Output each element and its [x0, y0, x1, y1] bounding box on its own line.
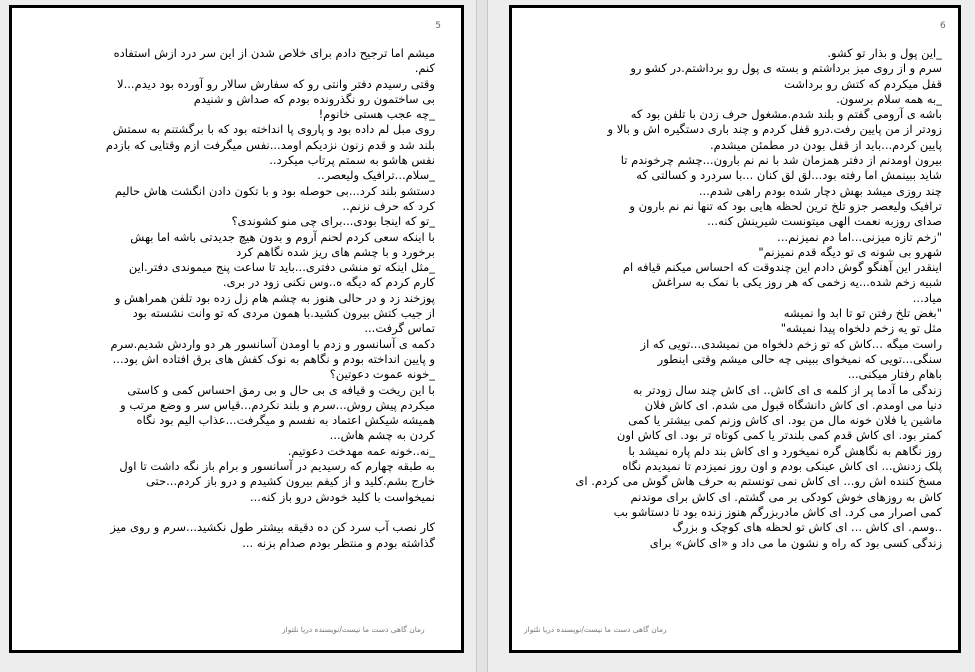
text-line: کرد که حرف نزنم..	[342, 198, 435, 213]
text-line: مثل تو یه زخم دلخواه پیدا نمیشه"	[780, 321, 942, 336]
text-line: کنم.	[414, 61, 435, 76]
text-line: زودتر از من پایین رفت.درو قفل کردم و چند باری دستگیره اش و بالا و	[607, 122, 942, 137]
text-line: _خونه عموت دعوتین؟	[329, 367, 435, 382]
text-line	[24, 505, 435, 520]
text-line: "بغض تلخ رفتن تو تا ابد وا نمیشه	[783, 306, 942, 321]
text-line: زندگی کسی بود که راه و نشون ما می داد و «ای کاش» برای	[649, 535, 942, 550]
page-gutter	[476, 0, 488, 672]
text-line: شهرو بی شونه ی تو دیگه قدم نمیزنم"	[758, 244, 942, 259]
text-line: کردن به چشم هاش...	[329, 428, 435, 443]
page-6	[509, 5, 961, 653]
page-number: 5	[435, 21, 441, 31]
text-line: قفل میکردم که کتش رو برداشت	[783, 76, 942, 91]
text-line: کمتر بود. ای کاش قدم کمی بلندتر یا کمی کوتاه تر بود. ای کاش اون	[616, 428, 942, 443]
text-line: راست میگه ...کاش که تو زخم دلخواه من نمیشدی...تویی که از	[640, 336, 942, 351]
text-line: سنگی...تویی که نمیخوای ببینی چه حالی میشم وقتی اینطور	[657, 351, 942, 366]
text-line: به طبقه چهارم که رسیدیم در آسانسور و برام باز نگه داشت تا اول	[119, 459, 435, 474]
text-line: روز نگاهم به نگاهش گره نمیخورد و ای کاش بند دلم پاره نمیشد با	[628, 443, 942, 458]
text-line: پلک زدنش... ای کاش عینکی بودم و اون روز نمیزدم تا نمیدیدم نگاه	[622, 459, 942, 474]
text-line: خارج بشم.کلید و از کیفم بیرون کشیدم و درو باز کردم...حتی	[145, 474, 435, 489]
text-line: _به همه سلام برسون.	[836, 91, 942, 106]
text-line: _سلام...ترافیک ولیعصر..	[317, 168, 435, 183]
text-line: پوزخند زد و در حالی هنوز به چشم هام زل زده بود تلفن همراهش و	[114, 290, 435, 305]
text-line: بلند شد و قدم زنون نزدیکم اومد...نفس میگرفت ازم وقتایی که بازدم	[105, 137, 435, 152]
text-line: زندگی ما آدما پر از کلمه ی ای کاش.. ای کاش چند سال زودتر به	[632, 382, 942, 397]
text-line: صدای روزبه نعمت الهی میتونست شیرینش کنه...	[707, 214, 942, 229]
text-line: روی مبل لم داده بود و پاروی پا انداخته بود که با برگشتنم به سمتش	[112, 122, 435, 137]
page-footer: رمان گاهی دست ما نیست/نویسنده دریا نلتواز	[524, 625, 667, 634]
text-line: اینقدر این آهنگو گوش دادم این چندوقت که احساس میکنم قیافه ام	[622, 260, 942, 275]
text-line: نمیخواست با کلید خودش درو باز کنه...	[249, 489, 435, 504]
text-line: کارم کردم که دیگه ه..وس نکنی زود در بری.	[222, 275, 435, 290]
text-line: چند روزی میشد بهش دچار شده بودم راهی شدم...	[698, 183, 942, 198]
text-line: کار نصب آب سرد کن ده دقیقه بیشتر طول نکشید...سرم و روی میز	[110, 520, 435, 535]
text-line: دکمه ی آسانسور و زدم با اومدن آسانسور هر دو واردش شدیم.سرم	[110, 336, 435, 351]
text-line: _تو که اینجا بودی...برای چی منو کشوندی؟	[231, 214, 435, 229]
text-line: _این پول و بذار تو کشو.	[827, 46, 942, 60]
text-line: کمی اصرار می کرد. ای کاش مادربزرگم هنوز زنده بود تا دستاشو بب	[613, 504, 942, 519]
text-line: بی ساختمون رو نگذرونده بودم که صداش و شنیدم	[193, 91, 435, 106]
page-footer: رمان گاهی دست ما نیست/نویسنده دریا نلتواز	[282, 625, 425, 634]
text-line: و پایین انداخته بودم و نگاهم به نوک کفش های برق افتاده اش بود...	[112, 351, 435, 366]
text-line: نفس هاشو به سمتم پرتاب میکرد..	[269, 153, 435, 168]
text-line: "زخم تازه میزنی...اما دم نمیزنم...	[777, 229, 942, 244]
text-line: وقتی رسیدم دفتر وانتی رو که سفارش سالار رو آورده بود دیدم...لا	[117, 76, 435, 91]
text-line: _نه..خونه عمه مهدخت دعوتیم.	[287, 443, 435, 458]
text-line: همیشه شیکش اعتماد به نفسم و میگرفت...عذاب الیم بود نگاه	[136, 413, 435, 428]
text-line: باشه ی آرومی گفتم و بلند شدم.مشغول حرف زدن با تلفن بود که	[630, 107, 942, 122]
text-line: کاش به روزهای خوش کودکی بر می گشتم. ای کاش برای موندنم	[630, 489, 942, 504]
text-line: باهام رفتار میکنی...	[847, 367, 942, 382]
text-line: ماشین یا فلان خونه مال من بود. ای کاش وزنم کمی بیشتر یا کمی	[628, 413, 942, 428]
text-line: شاید ببینمش اما رفته بود...لق لق کنان ...با سردرد و کسالتی که	[636, 168, 942, 183]
page-body-text	[542, 46, 942, 551]
page-number: 6	[940, 21, 946, 31]
text-line: با اینکه سعی کردم لحنم آروم و بدون هیچ جدیدتی باشه اما بهش	[130, 229, 435, 244]
text-line: تماس گرفت...	[364, 321, 435, 336]
text-line: مسخ کننده اش رو... ای کاش نمی تونستم به حرف هاش گوش می کردم. ای	[575, 474, 942, 489]
text-line: سرم و از روی میز برداشتم و بسته ی پول رو برداشتم.در کشو رو	[630, 61, 942, 76]
text-line: ..وسم. ای کاش ... ای کاش تو لحظه های کوچک و بزرگ	[672, 520, 942, 535]
text-line: میاد...	[912, 290, 942, 305]
text-line: پایین کردم...باید از قفل بودن در مطمئن میشدم.	[709, 137, 942, 152]
text-line: دنیا می اومدم. ای کاش دانشگاه قبول می شدم. ای کاش فلان	[644, 397, 942, 412]
text-line: میشم اما ترجیح دادم برای خلاص شدن از این سر درد ازش استفاده	[113, 46, 435, 60]
text-line: برخورد و با چشم های ریز شده نگاهم کرد	[236, 244, 435, 259]
text-line: بیرون اومدنم از دفتر همزمان شد با نم نم بارون...چشم چرخوندم تا	[620, 153, 942, 168]
text-line: شبیه زخم شده...یه زخمی که هر روز یکی با نمک به سراغش	[651, 275, 942, 290]
text-line: ترافیک ولیعصر جزو تلخ ترین لحظه هایی بود که تنها نم نم بارون و	[629, 198, 942, 213]
text-line: _مثل اینکه تو منشی دفتری...باید تا ساعت پنج میموندی دفتر.این	[128, 260, 435, 275]
text-line: گذاشته بودم و منتظر بودم صدام بزنه ...	[242, 535, 435, 550]
page-5	[9, 5, 464, 653]
text-line: _چه عجب هستی خانوم!	[318, 107, 435, 122]
text-line: با این ریخت و قیافه ی بی حال و بی رمق احساس کمی و کاستی	[127, 382, 435, 397]
page-body-text	[24, 46, 435, 551]
text-line: میکردم پیش روش...سرم و بلند نکردم...قیاس سر و وضع مرتب و	[120, 397, 435, 412]
text-line: دستشو بلند کرد...بی حوصله بود و با تکون دادن انگشت هاش حالیم	[114, 183, 435, 198]
text-line: از جیب کتش بیرون کشید.با همون مردی که تو وانت نشسته بود	[132, 306, 435, 321]
